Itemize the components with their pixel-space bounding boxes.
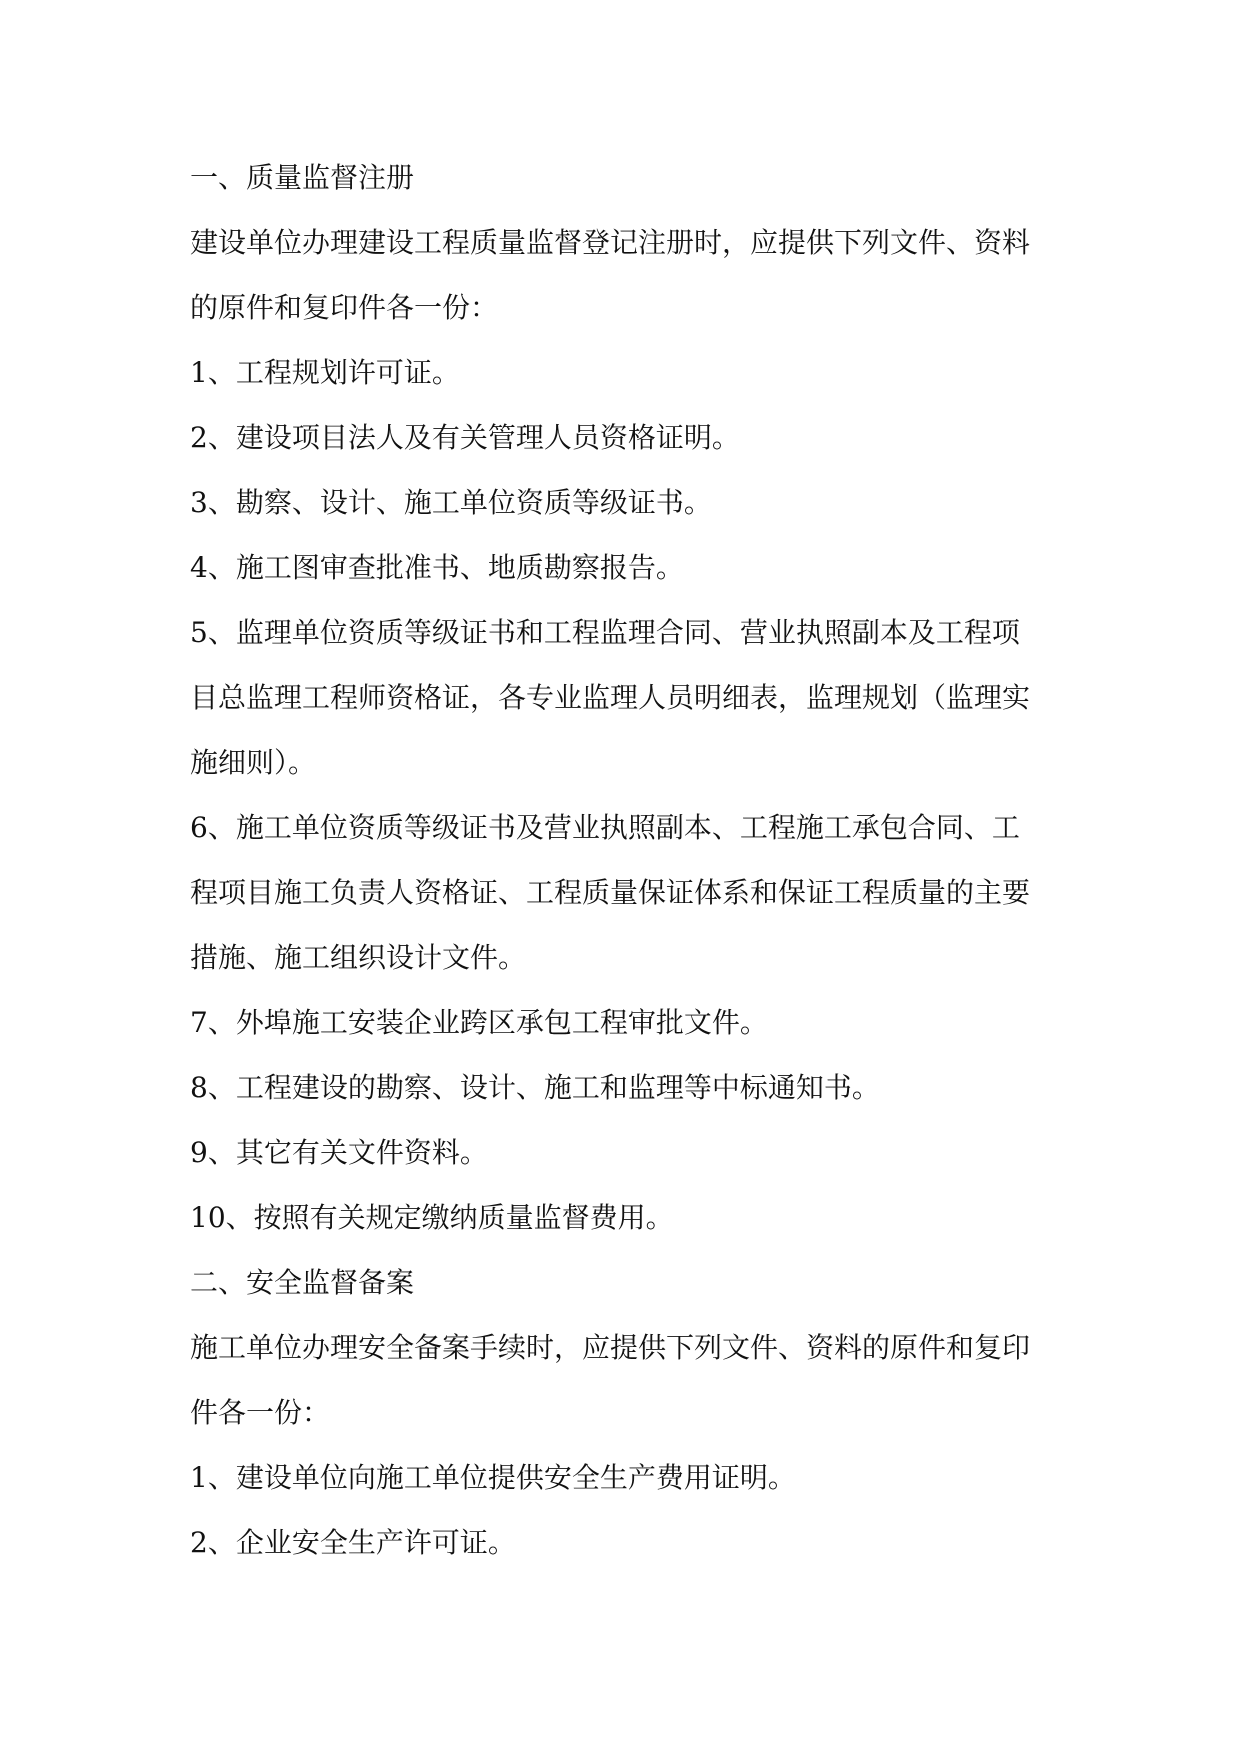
list-item: 8、工程建设的勘察、设计、施工和监理等中标通知书。: [190, 1071, 880, 1104]
section-heading-quality-supervision: 一、质量监督注册: [190, 161, 415, 194]
list-item: 2、建设项目法人及有关管理人员资格证明。: [190, 421, 740, 454]
list-item: 7、外埠施工安装企业跨区承包工程审批文件。: [190, 1006, 768, 1039]
paragraph-line: 建设单位办理建设工程质量监督登记注册时，应提供下列文件、资料: [190, 226, 1031, 259]
paragraph-line: 件各一份：: [190, 1396, 331, 1429]
list-item: 9、其它有关文件资料。: [190, 1136, 488, 1169]
paragraph-line: 的原件和复印件各一份：: [190, 291, 499, 324]
list-item-continued: 施细则）。: [190, 746, 317, 779]
list-item: 3、勘察、设计、施工单位资质等级证书。: [190, 486, 712, 519]
section-heading-safety-supervision: 二、安全监督备案: [190, 1266, 415, 1299]
list-item-continued: 目总监理工程师资格证，各专业监理人员明细表，监理规划（监理实: [190, 681, 1031, 714]
list-item: 4、施工图审查批准书、地质勘察报告。: [190, 551, 684, 584]
list-item-continued: 程项目施工负责人资格证、工程质量保证体系和保证工程质量的主要: [190, 876, 1031, 909]
list-item: 1、建设单位向施工单位提供安全生产费用证明。: [190, 1461, 796, 1494]
list-item: 10、按照有关规定缴纳质量监督费用。: [190, 1201, 674, 1234]
list-item-continued: 措施、施工组织设计文件。: [190, 941, 527, 974]
paragraph-line: 施工单位办理安全备案手续时，应提供下列文件、资料的原件和复印: [190, 1331, 1031, 1364]
list-item: 6、施工单位资质等级证书及营业执照副本、工程施工承包合同、工: [190, 811, 1020, 844]
list-item: 5、监理单位资质等级证书和工程监理合同、营业执照副本及工程项: [190, 616, 1020, 649]
document-body: [190, 160, 1060, 1590]
list-item: 2、企业安全生产许可证。: [190, 1526, 516, 1559]
list-item: 1、工程规划许可证。: [190, 356, 460, 389]
